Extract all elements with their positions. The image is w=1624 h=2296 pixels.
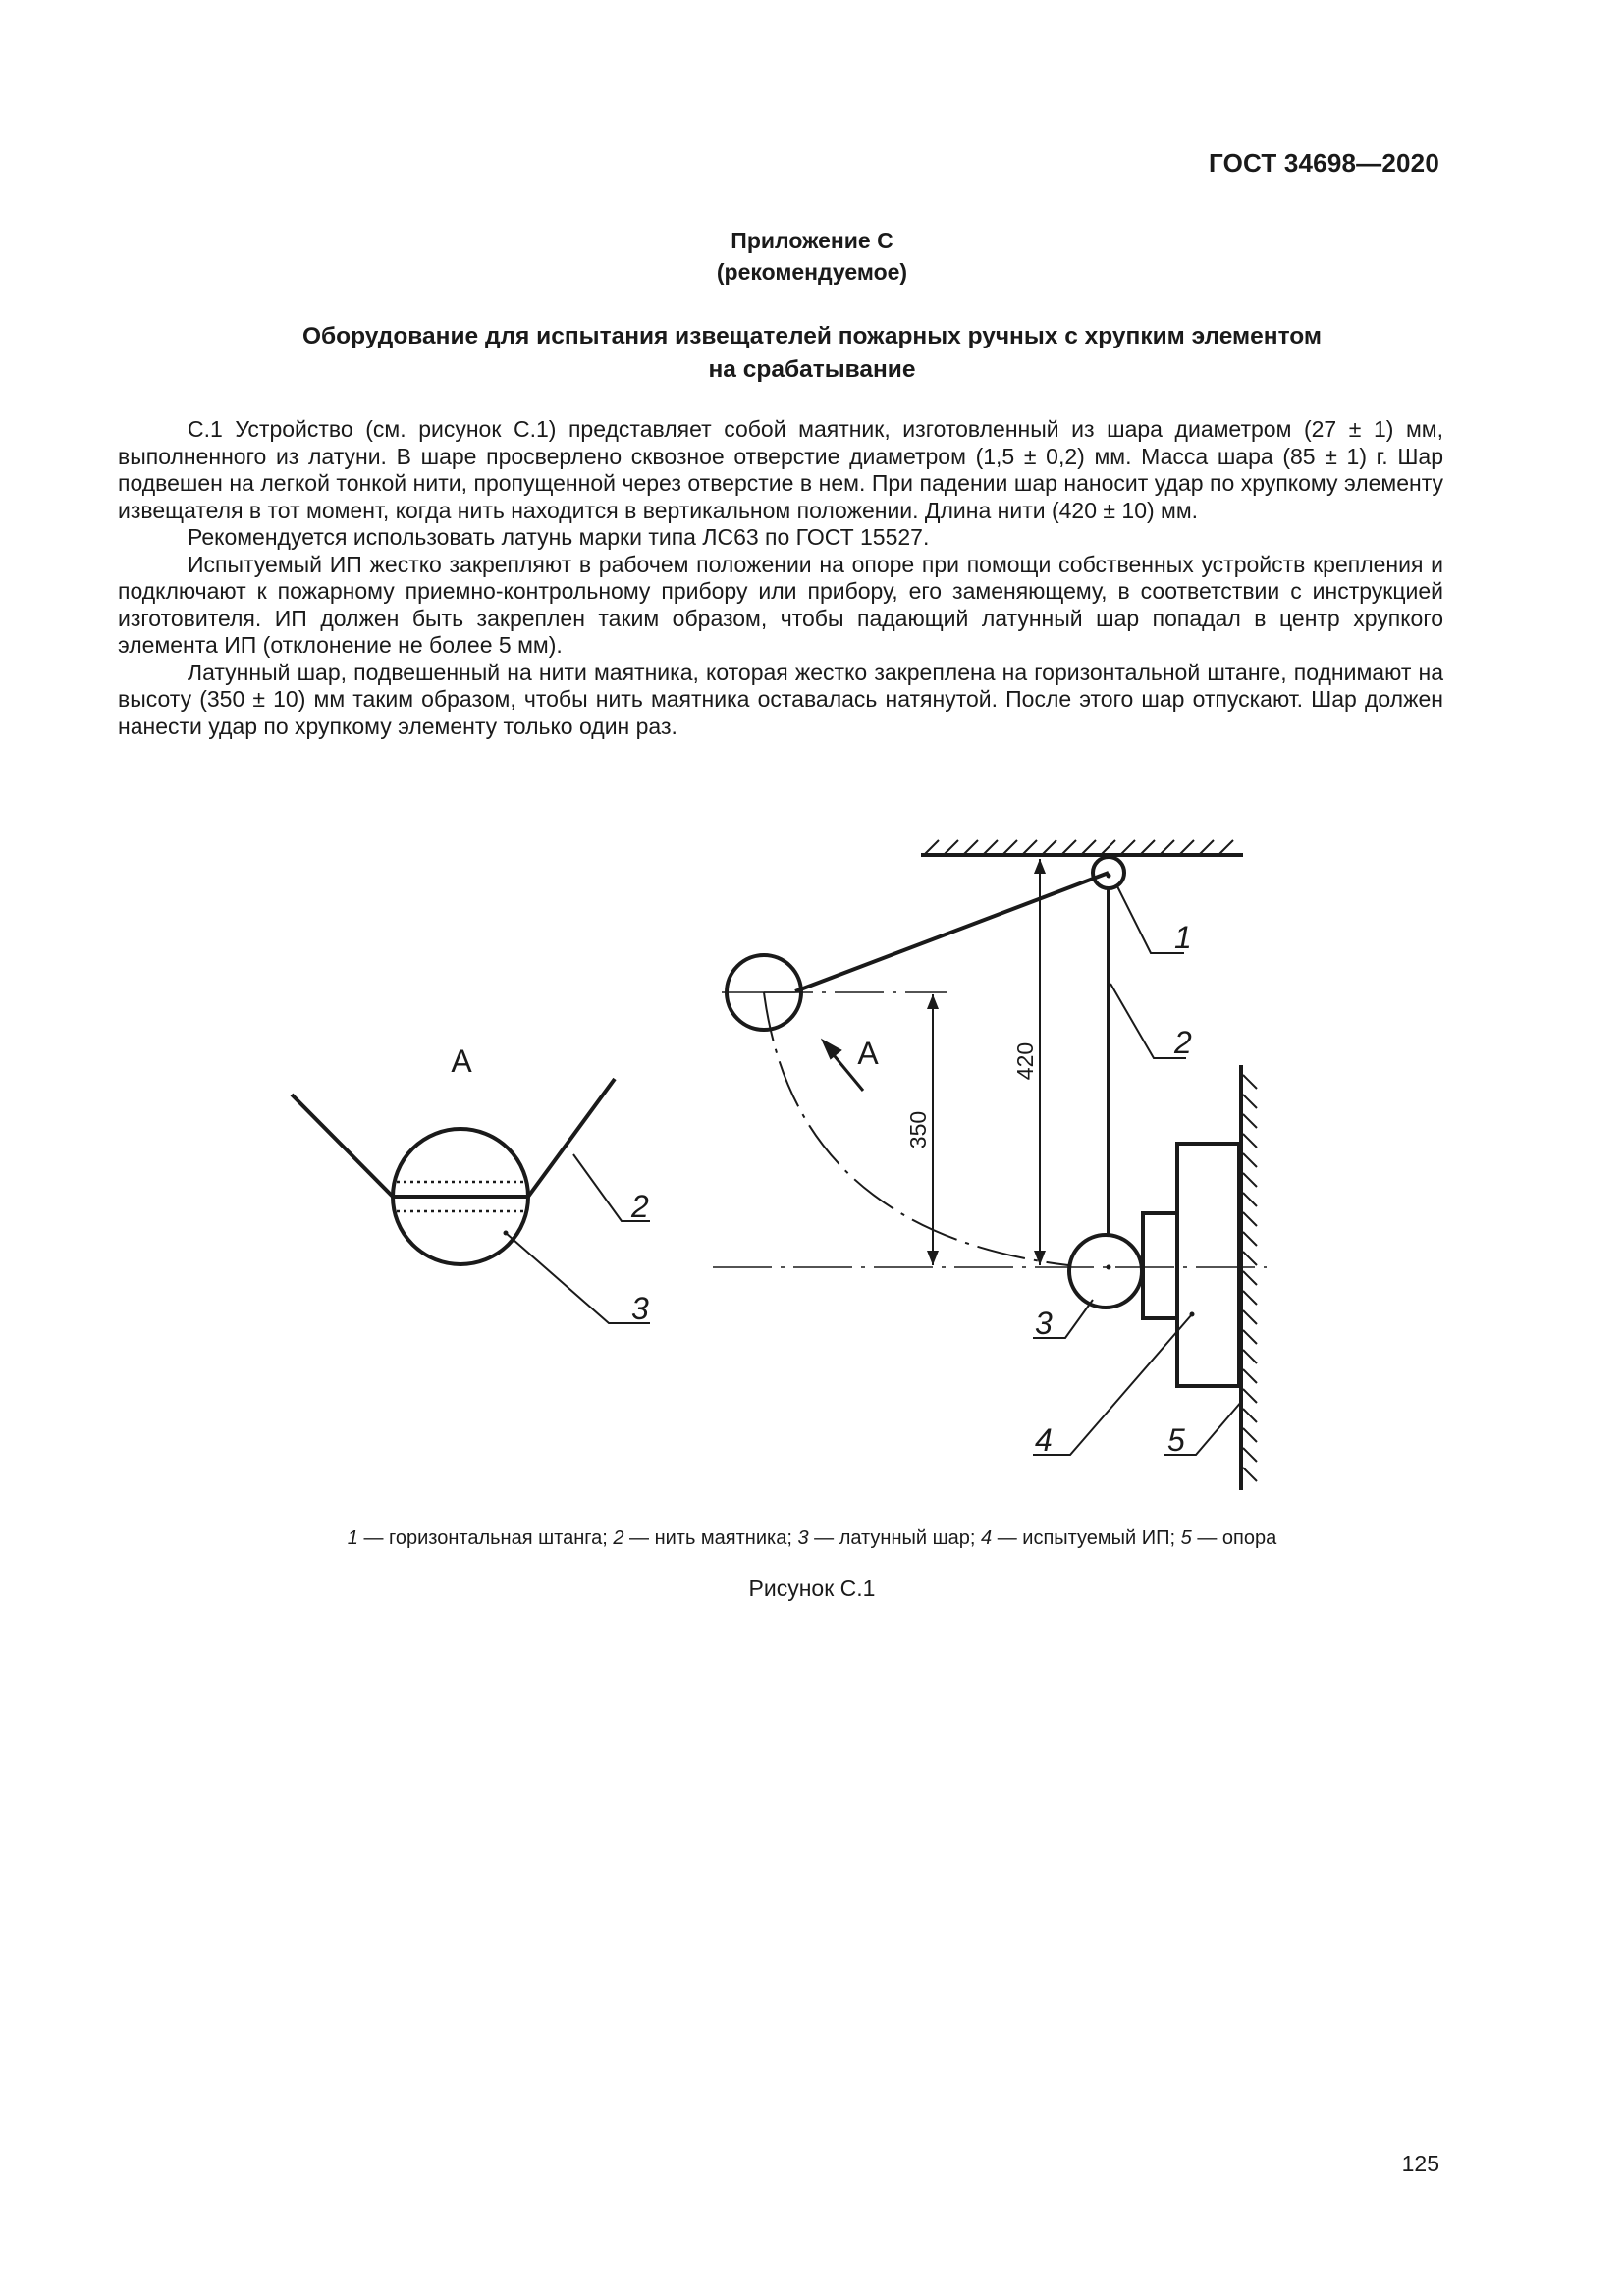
legend-text-4: — испытуемый ИП; [992,1527,1181,1549]
leader-4-dot [1190,1312,1195,1317]
legend-num-4: 4 [981,1527,993,1549]
dimension-420-label: 420 [1012,1041,1038,1081]
callout-4: 4 [1035,1422,1053,1458]
detail-view-a [292,1079,650,1323]
paragraph-procedure: Латунный шар, подвешенный на нити маятника, которая жестко закреплена на горизонтальной штанге, поднимают на высоту (350 ± 10) мм таким образом, чтобы нить маятника оставалась натянутой. После этого шар отпускают. Шар должен нанести удар по хрупкому элементу только один раз. [118,659,1443,739]
horizontal-bar-ceiling [921,840,1243,855]
detail-leader-3-dot [504,1231,509,1236]
detail-thread-left [292,1095,393,1197]
device-under-test [1177,1144,1239,1386]
paragraph-brass: Рекомендуется использовать латунь марки типа ЛС63 по ГОСТ 15527. [188,524,930,550]
brass-ball-impact [1069,1235,1142,1308]
direction-label: А [857,1036,879,1071]
callout-2: 2 [1174,1025,1192,1060]
figure-title: Рисунок С.1 [748,1575,876,1601]
legend-text-2: — нить маятника; [623,1527,798,1549]
dimension-350-label: 350 [905,1110,931,1149]
page-number: 125 [1401,2151,1439,2176]
paragraph-mounting: Испытуемый ИП жестко закрепляют в рабочем положении на опоре при помощи собственных устройств крепления и подключают к пожарному приемно-контрольному прибору или прибору, его заменяющему, в соответствии с инструкцией изготовителя. ИП должен быть закреплен таким образом, чтобы падающий латунный шар попадал в центр хрупкого элемента ИП (отклонение не более 5 мм). [118,551,1443,658]
detail-callout-2: 2 [631,1189,649,1224]
figure-legend [0,1527,1624,1550]
section-heading-line-1: Оборудование для испытания извещателей пожарных ручных с хрупким элементом [301,323,1323,349]
annex-title: Приложение С [731,228,893,253]
legend-text-1: — горизонтальная штанга; [357,1527,614,1549]
legend-num-1: 1 [347,1527,358,1549]
device-fragile-element [1143,1213,1177,1318]
legend-num-3: 3 [797,1527,809,1549]
legend-text-5: — опора [1191,1527,1277,1549]
section-heading-line-2: на срабатывание [708,356,916,383]
callout-3: 3 [1035,1306,1053,1341]
support-wall [1241,1065,1257,1490]
standard-code: ГОСТ 34698—2020 [1209,148,1439,178]
legend-text-3: — латунный шар; [808,1527,982,1549]
legend-num-5: 5 [1180,1527,1192,1549]
legend-num-2: 2 [613,1527,624,1549]
detail-leader-3 [506,1233,650,1323]
callout-5: 5 [1167,1422,1185,1458]
detail-thread-right [528,1079,615,1197]
detail-callout-3: 3 [631,1291,649,1326]
callout-1: 1 [1174,920,1192,955]
paragraph-c1: С.1 Устройство (см. рисунок С.1) представляет собой маятник, изготовленный из шара диаметром (27 ± 1) мм, выполненного из латуни. В шаре просверлено сквозное отверстие диаметром (1,5 ± 0,2) мм. Масса шара (85 ± 1) г. Шар подвешен на легкой тонкой нити, пропущенной через отверстие в нем. При падении шар наносит удар по хрупкому элементу извещателя в тот момент, когда нить находится в вертикальном положении. Длина нити (420 ± 10) мм. [118,416,1443,523]
annex-status: (рекомендуемое) [716,259,908,285]
detail-view-label: А [451,1043,472,1079]
impact-point [1107,1265,1111,1270]
pendulum-thread-raised [795,873,1109,991]
